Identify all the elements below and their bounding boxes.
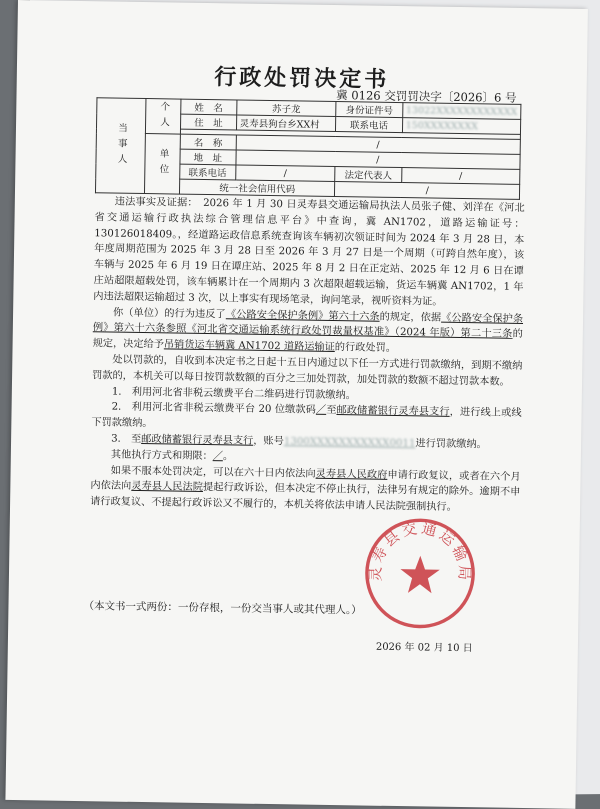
unit-label: 单位 bbox=[144, 134, 180, 195]
appeal-text-b: 申请行政复议，或者在六个月内依法向 bbox=[90, 469, 521, 493]
method3-account: 1300XXXXXXXXXXX0011 bbox=[283, 436, 416, 450]
issue-date: 2026 年 02 月 10 日 bbox=[375, 641, 473, 655]
method3-bank: 邮政储蓄银行灵寿县支行 bbox=[141, 433, 254, 447]
appeal-text-c: 提起行政诉讼，但本决定不停止执行，法律另有规定的除外。逾期不申请行政复议、不提起行政诉讼又不履行的，本机关将依法申请人民法院强制执行。 bbox=[90, 482, 521, 514]
legal-rep-label: 法定代表人 bbox=[335, 167, 401, 183]
credit-code-value: / bbox=[335, 182, 520, 200]
method2-text-a: 2. 利用河北省非税云缴费平台 20 位缴款码 bbox=[111, 401, 317, 417]
violation-text-d: 的行政处罚。 bbox=[334, 342, 397, 355]
appeal-government: 灵寿县人民政府 bbox=[315, 468, 388, 481]
name-value: 苏子龙 bbox=[236, 100, 336, 117]
penalty-content: 吊销货运车辆冀 AN1702 道路运输证 bbox=[163, 339, 335, 354]
violated-law: 《公路安全保护条例》第六十六条 bbox=[225, 308, 380, 323]
facts-paragraph: 违法事实及证据： 2026 年 1 月 30 日灵寿县交通运输局执法人员张子健、刘洋在《河北省交通运输行政执法综合管理信息平台》中查询，冀 AN1702，道路运输证号：130126018409。，经道路运政信息系统查询该车辆初次领证时间为 2024 年 3 月 28 日，本年度周期范围为 2025 年 3 月 28 日至 2026 年 3 月 27 日是一个周期（可跨自然年度），该车辆与 2025 年 6 月 19 日在谭庄站、2025 年 8 月 2 日在正定站、2025 年 12 月 6 日在谭庄站超限超载处罚，该车辆累计在一个周期内 3 次超限超载运输，货运车辆冀 AN1702，1 年内违法超限运输超过 3 次，以上事实有现场笔录，询问笔录，视听资料为证。 bbox=[93, 196, 525, 308]
penalty-document bbox=[5, 0, 587, 809]
individual-label: 个人 bbox=[145, 99, 181, 135]
unit-address-value: / bbox=[236, 150, 521, 169]
id-value: 13022XXXXXXXXXXXX bbox=[402, 103, 521, 120]
credit-code-label: 统一社会信用代码 bbox=[179, 179, 335, 196]
document-number: 冀 0126 交罚罚决字〔2026〕6 号 bbox=[336, 88, 517, 105]
appeal-text-a: 如果不服本处罚决定，可以在六十日内依法向 bbox=[110, 465, 316, 480]
party-info-table bbox=[95, 97, 521, 200]
unit-phone-label: 联系电话 bbox=[180, 164, 236, 180]
party-section-label: 当事人 bbox=[95, 98, 145, 194]
unit-name-label: 名 称 bbox=[180, 134, 236, 150]
violation-text-c: 的规定，决定给予 bbox=[92, 329, 523, 351]
id-label: 身份证件号 bbox=[336, 102, 402, 118]
unit-phone-value: / bbox=[235, 165, 335, 182]
method3-text-b: ，账号 bbox=[253, 435, 284, 448]
other-value: ／ bbox=[212, 450, 224, 463]
unit-name-value: / bbox=[236, 135, 521, 154]
footnote: （本文书一式两份：一份存根，一份交当事人或其代理人。） bbox=[83, 600, 362, 617]
violation-paragraph bbox=[92, 305, 523, 359]
payment-method-1: 1. 利用河北省非税云缴费平台二维码进行罚款缴纳。 bbox=[111, 386, 356, 401]
method2-text-b: 至 bbox=[326, 405, 337, 417]
unit-address-label: 地 址 bbox=[180, 149, 236, 165]
appeal-paragraph bbox=[90, 463, 521, 517]
appeal-court: 灵寿县人民法院 bbox=[131, 481, 204, 494]
address-value: 灵寿县狗台乡XX村 bbox=[236, 115, 336, 132]
legal-rep-value: / bbox=[401, 168, 520, 185]
phone-value: 150XXXXXXXX bbox=[402, 118, 521, 135]
other-text-a: 其他执行方式和期限： bbox=[110, 449, 213, 462]
name-label: 姓 名 bbox=[181, 99, 237, 115]
seal-text: 灵寿县交通运输局 bbox=[367, 519, 473, 584]
method3-text-c: 进行罚款缴纳。 bbox=[415, 438, 487, 451]
violation-text-b: 的规定，依据 bbox=[379, 311, 442, 324]
method2-bank: 邮政储蓄银行灵寿县支行 bbox=[336, 405, 450, 419]
document-title: 行政处罚决定书 bbox=[214, 65, 390, 93]
fine-paragraph: 处以罚款的，自收到本决定书之日起十五日内通过以下任一方式进行罚款缴纳，到期不缴纳罚款的，本机关可以每日按罚款数额的百分之三加处罚款，加处罚款的数额不超过罚款本数。 bbox=[92, 354, 523, 388]
basis-law: 《公路安全保护条例》第六十六条参照《河北省交通运输系统行政处罚裁量权基准》（2024 年版）第二十三条 bbox=[92, 312, 524, 341]
phone-label: 联系电话 bbox=[336, 117, 402, 133]
other-text-b: 。 bbox=[222, 451, 234, 463]
method2-text-c: ，进行线上或线下罚款缴纳。 bbox=[91, 407, 522, 430]
document-body bbox=[90, 194, 525, 517]
address-label: 住 址 bbox=[180, 114, 236, 130]
violation-text-a: 你（单位）的行为违反了 bbox=[113, 307, 226, 320]
method2-code: ／ bbox=[315, 405, 327, 417]
method3-text-a: 3. 至 bbox=[111, 433, 142, 445]
official-seal-icon bbox=[360, 513, 480, 633]
